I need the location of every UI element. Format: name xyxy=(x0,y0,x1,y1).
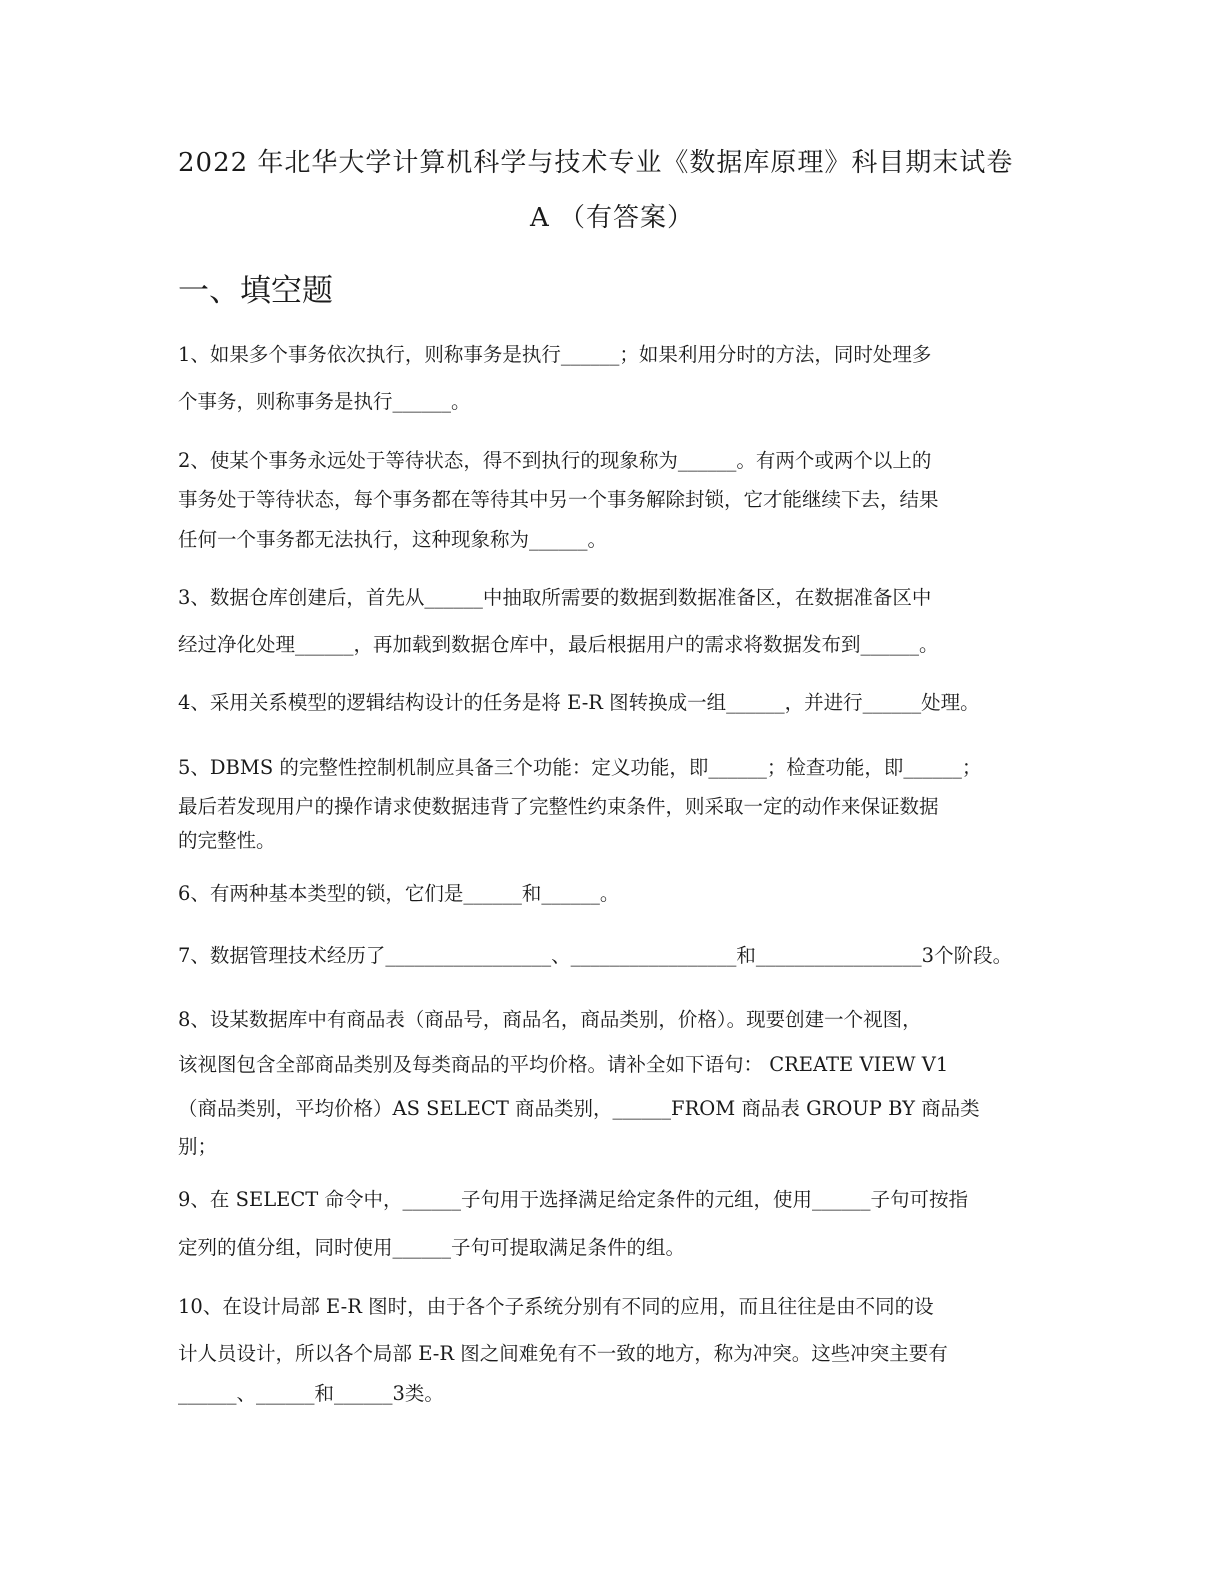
question-text-line: 1、如果多个事务依次执行，则称事务是执行______；如果利用分时的方法，同时处理多 xyxy=(178,343,932,366)
question-text-line: 计人员设计，所以各个局部 E-R 图之间难免有不一致的地方，称为冲突。这些冲突主要有 xyxy=(178,1342,948,1365)
section-heading-fill-in-blank: 一、填空题 xyxy=(178,273,333,309)
question-text-line: 定列的值分组，同时使用______子句可提取满足条件的组。 xyxy=(178,1236,686,1259)
question-text-line: 经过净化处理______，再加载到数据仓库中，最后根据用户的需求将数据发布到______。 xyxy=(178,633,939,656)
exam-title-line-1: 2022 年北华大学计算机科学与技术专业《数据库原理》科目期末试卷 xyxy=(178,148,1014,178)
question-text-line: 2、使某个事务永远处于等待状态，得不到执行的现象称为______。有两个或两个以上的 xyxy=(178,449,932,472)
question-text-line: 3、数据仓库创建后，首先从______中抽取所需要的数据到数据准备区，在数据准备区中 xyxy=(178,586,932,609)
question-text-line: 8、设某数据库中有商品表（商品号，商品名，商品类别，价格）。现要创建一个视图， xyxy=(178,1008,922,1031)
question-text-line: 任何一个事务都无法执行，这种现象称为______。 xyxy=(178,528,608,551)
question-text-line: ______、______和______3类。 xyxy=(178,1382,444,1405)
question-text-line: 个事务，则称事务是执行______。 xyxy=(178,390,471,413)
question-text-line: 的完整性。 xyxy=(178,829,276,852)
question-text-line: 别； xyxy=(178,1135,218,1158)
question-text-line: （商品类别，平均价格）AS SELECT 商品类别，______FROM 商品表 GROUP BY 商品类 xyxy=(178,1097,980,1120)
question-text-line: 该视图包含全部商品类别及每类商品的平均价格。请补全如下语句： CREATE VIEW V1 xyxy=(178,1053,949,1076)
question-text-line: 事务处于等待状态，每个事务都在等待其中另一个事务解除封锁，它才能继续下去，结果 xyxy=(178,488,939,511)
question-text-line: 6、有两种基本类型的锁，它们是______和______。 xyxy=(178,882,620,905)
question-text-line: 4、采用关系模型的逻辑结构设计的任务是将 E-R 图转换成一组______，并进行______处理。 xyxy=(178,691,980,714)
question-text-line: 10、在设计局部 E-R 图时，由于各个子系统分别有不同的应用，而且往往是由不同的设 xyxy=(178,1295,934,1318)
exam-title-line-2: A （有答案） xyxy=(529,203,695,233)
question-text-line: 最后若发现用户的操作请求使数据违背了完整性约束条件，则采取一定的动作来保证数据 xyxy=(178,795,939,818)
question-text-line: 7、数据管理技术经历了_________________、_________________和_________________3个阶段。 xyxy=(178,944,1013,967)
question-text-line: 9、在 SELECT 命令中，______子句用于选择满足给定条件的元组，使用______子句可按指 xyxy=(178,1188,969,1211)
question-text-line: 5、DBMS 的完整性控制机制应具备三个功能：定义功能，即______；检查功能，即______； xyxy=(178,756,982,779)
